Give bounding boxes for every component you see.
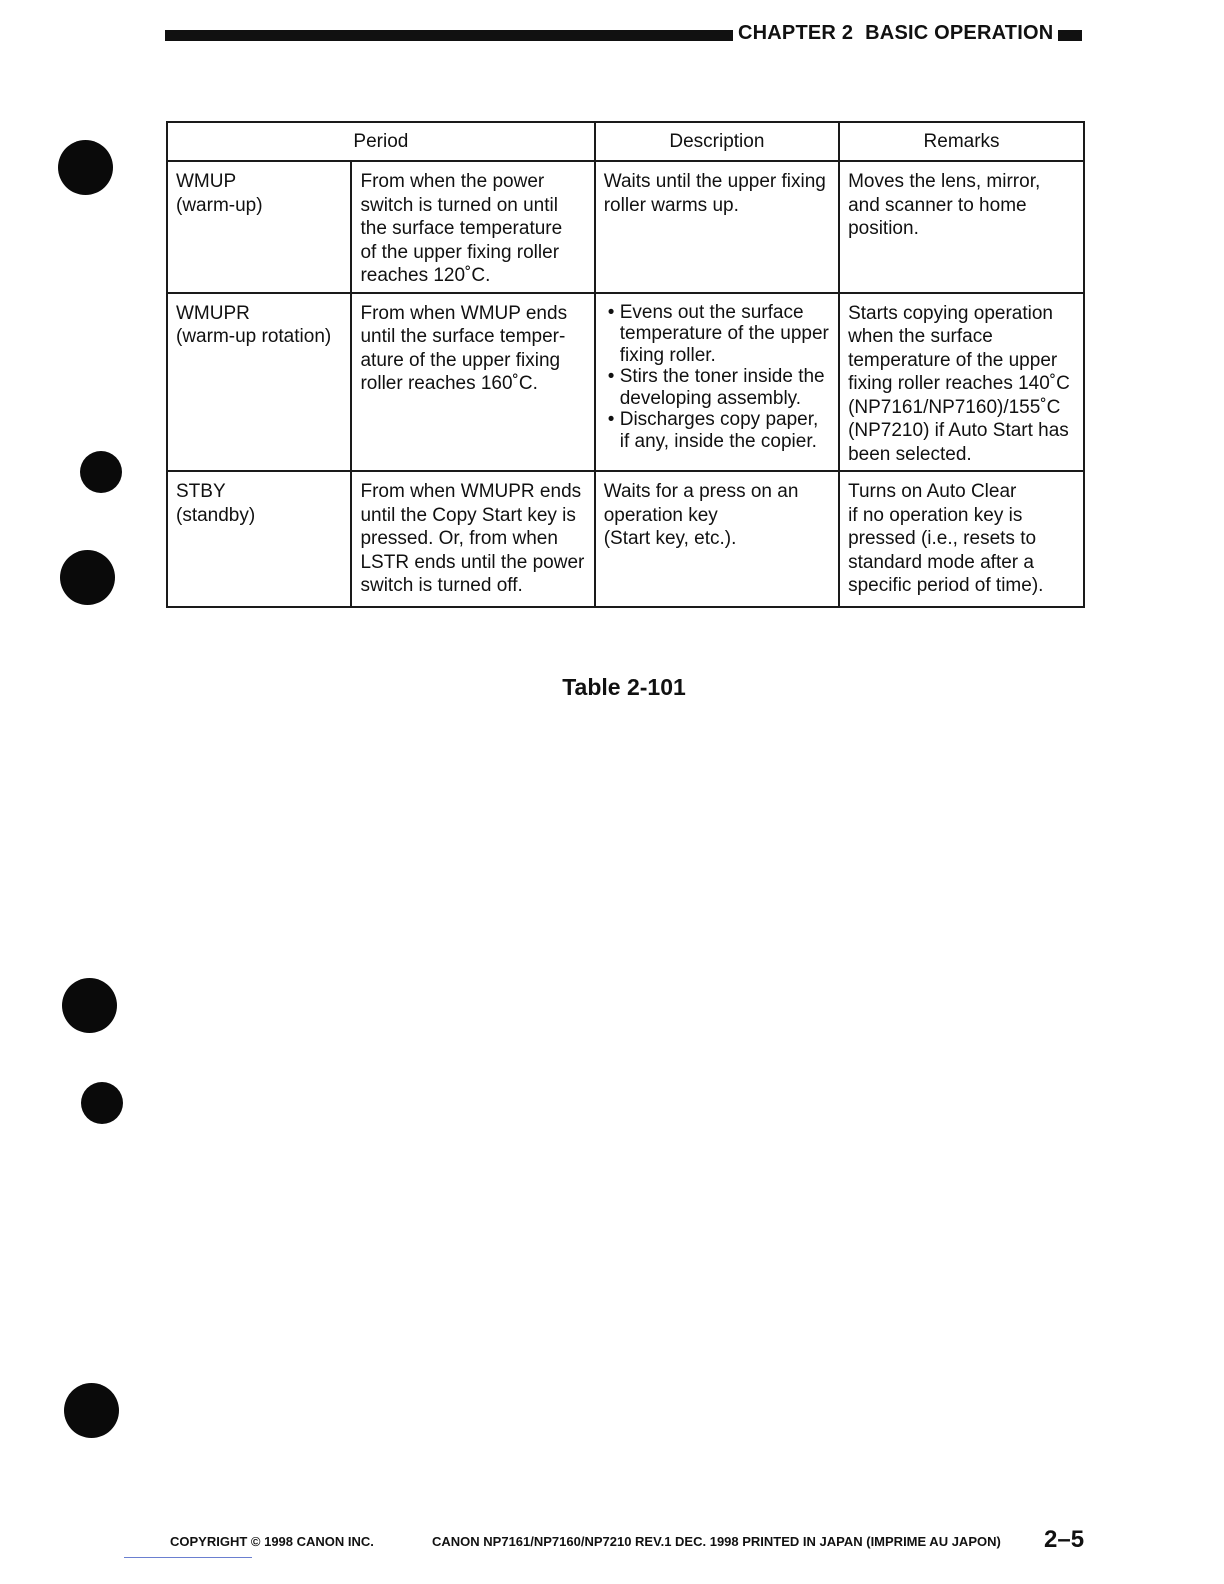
period-table	[166, 121, 1085, 608]
period-cell	[351, 161, 594, 293]
description-bullet: • Stirs the toner inside the developing assembly.	[604, 366, 832, 409]
column-header-period: Period	[167, 122, 595, 161]
period-name-cell	[167, 293, 351, 472]
remarks-cell	[839, 471, 1084, 607]
binder-hole	[64, 1383, 119, 1438]
table-caption: Table 2-101	[562, 674, 686, 700]
binder-hole	[60, 550, 115, 605]
column-header-remarks: Remarks	[839, 122, 1084, 161]
period-text: From when WMUP ends until the surface temper- ature of the upper fixing roller reaches 160˚C.	[360, 302, 568, 394]
table-row	[167, 471, 1084, 607]
description-text: Waits until the upper fixing roller warms up.	[603, 171, 826, 216]
period-text: From when WMUPR ends until the Copy Start key is pressed. Or, from when LSTR ends until the power switch is turned off.	[360, 481, 585, 596]
table-row	[167, 293, 1084, 472]
remarks-text: Starts copying operation when the surface temperature of the upper fixing roller reaches 140˚C (NP7161/NP7160)/155˚C (NP7210) if Auto Start has been selected.	[848, 302, 1070, 465]
footer-underline	[124, 1557, 252, 1558]
description-cell	[595, 471, 839, 607]
description-bullet: • Discharges copy paper, if any, inside the copier.	[604, 409, 832, 452]
binder-hole	[62, 978, 117, 1033]
page-number: 2–5	[1044, 1526, 1085, 1553]
remarks-text: Turns on Auto Clear if no operation key is pressed (i.e., resets to standard mode after a specific period of time).	[848, 481, 1044, 596]
period-cell	[351, 471, 594, 607]
description-cell	[595, 161, 839, 293]
chapter-heading	[738, 22, 1053, 45]
chapter-label: CHAPTER 2	[738, 22, 854, 44]
period-name: WMUPR (warm-up rotation)	[176, 302, 332, 347]
period-cell	[351, 293, 594, 472]
binder-hole	[80, 451, 122, 493]
table-row	[167, 161, 1084, 293]
section-label: BASIC OPERATION	[865, 22, 1054, 44]
binder-hole	[81, 1082, 123, 1124]
description-text: Waits for a press on an operation key (Start key, etc.).	[603, 481, 799, 549]
description-cell	[595, 293, 839, 472]
footer-copyright: COPYRIGHT © 1998 CANON INC.	[170, 1534, 374, 1549]
header-end-block	[1058, 30, 1082, 41]
remarks-cell	[839, 161, 1084, 293]
binder-hole	[58, 140, 113, 195]
period-name: STBY (standby)	[176, 481, 256, 526]
footer-edition: CANON NP7161/NP7160/NP7210 REV.1 DEC. 1998 PRINTED IN JAPAN (IMPRIME AU JAPON)	[432, 1534, 1001, 1549]
period-text: From when the power switch is turned on until the surface temperature of the upper fixing roller reaches 120˚C.	[360, 171, 563, 286]
description-list	[596, 294, 838, 457]
period-name: WMUP (warm-up)	[176, 171, 263, 216]
table-header-row	[167, 122, 1084, 161]
remarks-text: Moves the lens, mirror, and scanner to home position.	[848, 171, 1041, 239]
header-rule	[165, 30, 733, 41]
column-header-description: Description	[595, 122, 839, 161]
description-bullet: • Evens out the surface temperature of the upper fixing roller.	[604, 302, 832, 367]
period-name-cell	[167, 161, 351, 293]
remarks-cell	[839, 293, 1084, 472]
period-name-cell	[167, 471, 351, 607]
